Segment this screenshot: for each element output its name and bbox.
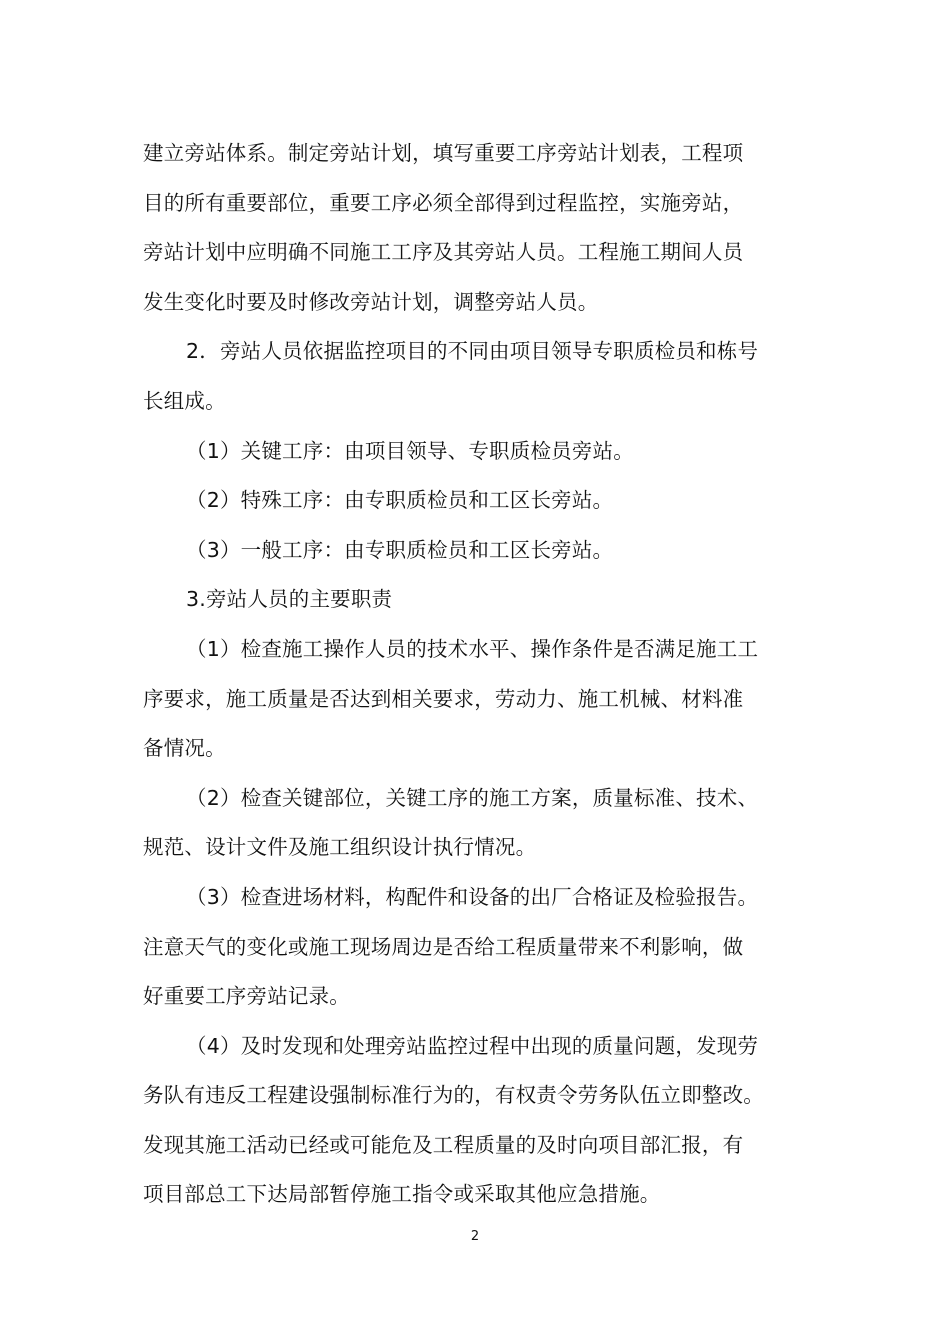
text-line: 发生变化时要及时修改旁站计划，调整旁站人员。	[143, 289, 599, 314]
text-line: （4）及时发现和处理旁站监控过程中出现的质量问题，发现劳	[186, 1033, 759, 1058]
text-line: 规范、设计文件及施工组织设计执行情况。	[143, 835, 537, 860]
text-line: 3.旁站人员的主要职责	[186, 587, 393, 612]
text-line: （2）检查关键部位，关键工序的施工方案，质量标准、技术、	[186, 785, 759, 810]
body-text	[143, 129, 823, 1220]
page-number: 2	[470, 1229, 480, 1244]
text-line: 发现其施工活动已经或可能危及工程质量的及时向项目部汇报，有	[143, 1132, 744, 1157]
text-line: 备情况。	[143, 736, 226, 761]
text-line: 注意天气的变化或施工现场周边是否给工程质量带来不利影响，做	[143, 934, 744, 959]
text-line: 项目部总工下达局部暂停施工指令或采取其他应急措施。	[143, 1182, 661, 1207]
text-line: （2）特殊工序：由专职质检员和工区长旁站。	[186, 488, 614, 513]
text-line: 建立旁站体系。制定旁站计划，填写重要工序旁站计划表，工程项	[143, 141, 744, 165]
text-line: 2．旁站人员依据监控项目的不同由项目领导专职质检员和栋号	[186, 339, 759, 364]
text-line: 序要求，施工质量是否达到相关要求，劳动力、施工机械、材料准	[143, 686, 744, 711]
text-line: 好重要工序旁站记录。	[143, 984, 350, 1009]
text-line: （1）检查施工操作人员的技术水平、操作条件是否满足施工工	[186, 636, 759, 661]
text-line: 旁站计划中应明确不同施工工序及其旁站人员。工程施工期间人员	[143, 240, 744, 265]
text-line: （3）检查进场材料，构配件和设备的出厂合格证及检验报告。	[186, 884, 759, 909]
text-line: （1）关键工序：由项目领导、专职质检员旁站。	[186, 438, 634, 463]
text-line: 目的所有重要部位，重要工序必须全部得到过程监控，实施旁站，	[143, 190, 744, 215]
text-line: 务队有违反工程建设强制标准行为的，有权责令劳务队伍立即整改。	[143, 1083, 764, 1108]
text-line: 长组成。	[143, 388, 226, 413]
text-line: （3）一般工序：由专职质检员和工区长旁站。	[186, 537, 614, 562]
